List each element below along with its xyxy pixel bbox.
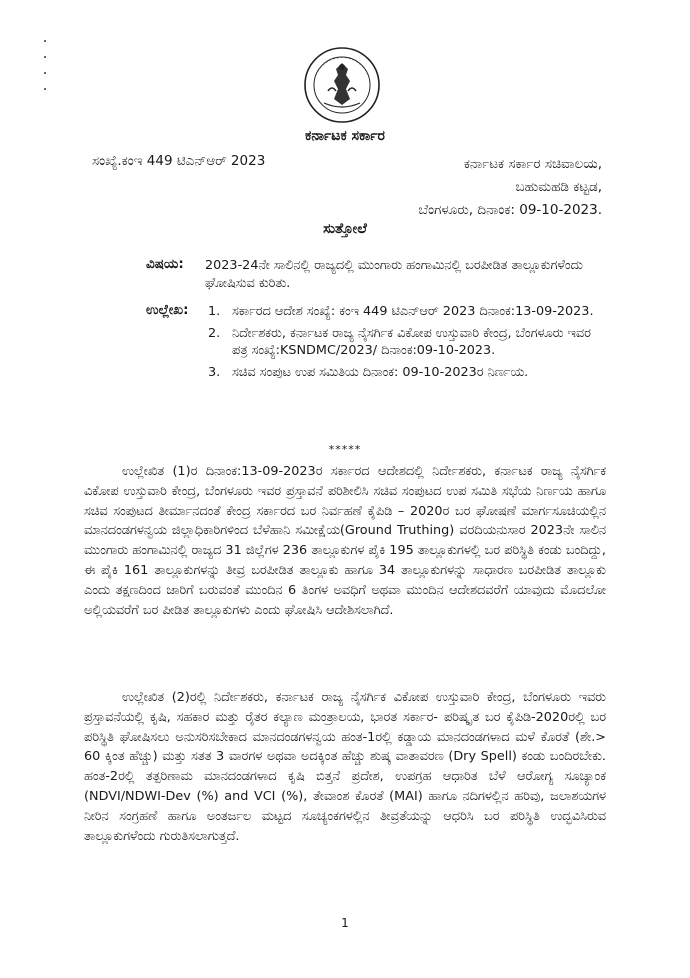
address-line: ಬಹುಮಹಡಿ ಕಟ್ಟಡ, — [515, 179, 602, 195]
reference-text: ಸಚಿವ ಸಂಪುಟ ಉಪ ಸಮಿತಿಯ ದಿನಾಂಕ: 09-10-2023ರ ನಿರ್ಣಯ. — [232, 365, 529, 380]
reference-text: ನಿರ್ದೇಶಕರು, ಕರ್ನಾಟಕ ರಾಜ್ಯ ನೈಸರ್ಗಿಕ ವಿಕೋಪ ಉಸ್ತುವಾರಿ ಕೇಂದ್ರ, ಬೆಂಗಳೂರು ಇವರ ಪತ್ರ ಸಂಖ್ಯೆ:KSNDMC/2023/ ದಿನಾಂಕ:09-10-2023. — [232, 326, 591, 358]
notice-title: ಸುತ್ತೋಲೆ — [323, 221, 367, 237]
body-paragraph: ಉಲ್ಲೇಖಿತ (1)ರ ದಿನಾಂಕ:13-09-2023ರ ಸರ್ಕಾರದ ಆದೇಶದಲ್ಲಿ ನಿರ್ದೇಶಕರು, ಕರ್ನಾಟಕ ರಾಜ್ಯ ನೈಸರ್ಗಿಕ ವಿಕೋಪ ಉಸ್ತುವಾರಿ ಕೇಂದ್ರ, ಬೆಂಗಳೂರು ಇವರ ಪ್ರಸ್ತಾವನೆ ಪರಿಶೀಲಿಸಿ ಸಚಿವ ಸಂಪುಟದ ಉಪ ಸಮಿತಿ ಸಭೆಯ ನಿರ್ಣಯ ಹಾಗೂ ಸಚಿವ ಸಂಪುಟದ ತೀರ್ಮಾನದಂತೆ ಕೇಂದ್ರ ಸರ್ಕಾರದ ಬರ ನಿರ್ವಹಣೆ ಕೈಪಿಡಿ – 2020ರ ಬರ ಘೋಷಣೆ ಮಾರ್ಗಸೂಚಿಯಲ್ಲಿನ ಮಾನದಂಡಗಳನ್ವಯ ಜಿಲ್ಲಾಧಿಕಾರಿಗಳಿಂದ ಬೆಳೆಹಾನಿ ಸಮೀಕ್ಷೆಯ(Ground Truthing) ವರದಿಯನುಸಾರ 2023ನೇ ಸಾಲಿನ ಮುಂಗಾರು ಹಂಗಾಮಿನಲ್ಲಿ ರಾಜ್ಯದ 31 ಜಿಲ್ಲೆಗಳ 236 ತಾಲ್ಲೂಕುಗಳ ಪೈಕಿ 195 ತಾಲ್ಲೂಕುಗಳಲ್ಲಿ ಬರ ಪರಿಸ್ಥಿತಿ ಕಂಡು ಬಂದಿದ್ದು, ಈ ಪೈಕಿ 161 ತಾಲ್ಲೂಕುಗಳನ್ನು ತೀವ್ರ ಬರಪೀಡಿತ ತಾಲ್ಲೂಕು ಹಾಗೂ 34 ತಾಲ್ಲೂಕುಗಳನ್ನು ಸಾಧಾರಣ ಬರಪೀಡಿತ ತಾಲ್ಲೂಕು ಎಂದು ತಕ್ಷಣದಿಂದ ಜಾರಿಗೆ ಬರುವಂತೆ ಮುಂದಿನ 6 ತಿಂಗಳ ಅವಧಿಗೆ ಅಥವಾ ಮುಂದಿನ ಆದೇಶದವರೆಗೆ ಯಾವುದು ಮೊದಲೋ ಅಲ್ಲಿಯವರೆಗೆ ಬರ ಪೀಡಿತ ತಾಲ್ಲೂಕುಗಳು ಎಂದು ಘೋಷಿಸಿ ಆದೇಶಿಸಲಾಗಿದೆ. — [84, 464, 606, 618]
government-title: ಕರ್ನಾಟಕ ಸರ್ಕಾರ — [305, 128, 385, 144]
reference-number: 3. — [208, 365, 221, 380]
references-list — [208, 303, 598, 386]
references-label: ಉಲ್ಲೇಖ: — [146, 302, 189, 318]
address-line: ಕರ್ನಾಟಕ ಸರ್ಕಾರ ಸಚಿವಾಲಯ, — [463, 156, 602, 172]
order-number: ಸಂಖ್ಯೆ.ಕಂಇ 449 ಟಿಎನ್‌ಆರ್ 2023 — [92, 153, 266, 169]
reference-text: ಸರ್ಕಾರದ ಆದೇಶ ಸಂಖ್ಯೆ: ಕಂಇ 449 ಟಿಎನ್‌ಆರ್ 2023 ದಿನಾಂಕ:13-09-2023. — [232, 304, 594, 319]
reference-item — [208, 303, 598, 320]
reference-item — [208, 325, 598, 359]
subject-text: 2023-24ನೇ ಸಾಲಿನಲ್ಲಿ ರಾಜ್ಯದಲ್ಲಿ ಮುಂಗಾರು ಹಂಗಾಮಿನಲ್ಲಿ ಬರಪೀಡಿತ ತಾಲ್ಲೂಕುಗಳೆಂದು ಘೋಷಿಸುವ ಕುರಿತು. — [205, 258, 583, 291]
reference-number: 2. — [208, 326, 221, 341]
body-paragraph: ಉಲ್ಲೇಖಿತ (2)ರಲ್ಲಿ ನಿರ್ದೇಶಕರು, ಕರ್ನಾಟಕ ರಾಜ್ಯ ನೈಸರ್ಗಿಕ ವಿಕೋಪ ಉಸ್ತುವಾರಿ ಕೇಂದ್ರ, ಬೆಂಗಳೂರು ಇವರು ಪ್ರಸ್ತಾವನೆಯಲ್ಲಿ ಕೃಷಿ, ಸಹಕಾರ ಮತ್ತು ರೈತರ ಕಲ್ಯಾಣ ಮಂತ್ರಾಲಯ, ಭಾರತ ಸರ್ಕಾರ- ಪರಿಷ್ಕೃತ ಬರ ಕೈಪಿಡಿ-2020ರಲ್ಲಿ ಬರ ಪರಿಸ್ಥಿತಿ ಘೋಷಿಸಲು ಅನುಸರಿಸಬೇಕಾದ ಮಾನದಂಡಗಳನ್ವಯ ಹಂತ-1ರಲ್ಲಿ ಕಡ್ಡಾಯ ಮಾನದಂಡಗಳಾದ ಮಳೆ ಕೊರತೆ (ಶೇ.> 60 ಕ್ಕಿಂತ ಹೆಚ್ಚು) ಮತ್ತು ಸತತ 3 ವಾರಗಳ ಅಥವಾ ಅದಕ್ಕಿಂತ ಹೆಚ್ಚು ಶುಷ್ಕ ವಾತಾವರಣ (Dry Spell) ಕಂಡು ಬಂದಿರಬೇಕು. ಹಂತ-2ರಲ್ಲಿ ತತ್ಪರಿಣಾಮ ಮಾನದಂಡಗಳಾದ ಕೃಷಿ ಬಿತ್ತನೆ ಪ್ರದೇಶ, ಉಪಗ್ರಹ ಆಧಾರಿತ ಬೆಳೆ ಆರೋಗ್ಯ ಸೂಚ್ಯಾಂಕ (NDVI/NDWI-Dev (%) and VCI (%), ತೇವಾಂಶ ಕೊರತೆ (MAI) ಹಾಗೂ ನದಿಗಳಲ್ಲಿನ ಹರಿವು, ಜಲಾಶಯಗಳ ನೀರಿನ ಸಂಗ್ರಹಣೆ ಹಾಗೂ ಅಂತರ್ಜಲ ಮಟ್ಟದ ಸೂಚ್ಯಂಕಗಳಲ್ಲಿನ ತೀವ್ರತೆಯನ್ನು ಆಧರಿಸಿ ಬರ ಪರಿಸ್ಥಿತಿ ಉದ್ಭವಿಸಿರುವ ತಾಲ್ಲೂಕುಗಳೆಂದು ಗುರುತಿಸಲಾಗುತ್ತದೆ. — [84, 690, 606, 844]
address-block — [372, 153, 602, 222]
address-line: ಬೆಂಗಳೂರು, ದಿನಾಂಕ: 09-10-2023. — [418, 202, 602, 218]
section-separator: ***** — [328, 443, 362, 456]
state-emblem-icon — [302, 45, 382, 125]
subject-label: ವಿಷಯ: — [146, 256, 184, 272]
reference-number: 1. — [208, 304, 221, 319]
page-number: 1 — [341, 916, 349, 930]
scan-specks — [44, 40, 52, 104]
reference-item — [208, 364, 598, 381]
